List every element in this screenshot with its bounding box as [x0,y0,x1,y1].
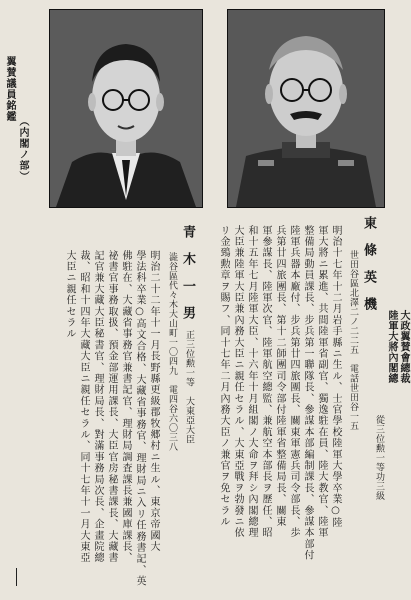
aoki-body-line: 明治二十二年十一月長野縣更級郡牧郷村ニ生ル、東京帝國大 [148,250,159,553]
aoki-body-line: 記官兼大藏大臣秘書官、理財局長、對滿事務局次長、企畫院總 [92,250,103,564]
tojo-title-2: 陸軍大將內閣總 [386,310,397,384]
portrait-aoki-image [50,10,202,207]
portrait-tojo [227,9,385,208]
section-sub-label: （内閣ノ部） [17,116,28,182]
tojo-body-line: 軍參謀長、陸軍次官、陸軍航空總監、兼航空本部長ヲ歷任、昭 [260,225,271,539]
tojo-address: 世田谷區北澤二ノ二二五 電話世田谷一五 [348,250,358,431]
tojo-body-line: 兵第廿四旅團長、第十二師團司令部付陸軍省整備局長、關東 [274,225,285,528]
tojo-name: 東條英機 [361,216,376,324]
aoki-body-line: 裁、昭和十四年大藏大臣ニ親任セラル、同十七年十一月大東亞 [78,250,89,564]
tojo-body-line: 明治十七年十二月岩手縣ニ生ル、士官學校陸軍大學卒業○陸 [330,225,341,529]
tojo-body-line: 大臣兼陸軍大臣兼內務大臣ニ親任セラル、大東亞戰ヲ勃發ニ依 [232,225,243,539]
tojo-body-line: 整備局動員課長、步兵第一聯隊長、參謀本部編制課長、參謀本部付 [302,225,313,561]
page-number-mark [16,568,17,586]
aoki-body-line: 學法科卒業○高文合格、大藏省事務官、理財局ニ入リ任務書記、英 [134,250,145,587]
portrait-aoki [49,9,203,208]
tojo-rank: 從三位勲一等功三級 [374,415,384,501]
tojo-body-line: リ金鵄勲章ヲ賜フ、同十七年二月內務大臣ノ兼官ヲ免セラル [218,225,229,528]
aoki-name: 青木一男 [180,225,195,333]
portrait-tojo-image [228,10,384,207]
section-label: 翼賛議員銘鑑 [4,56,15,122]
aoki-address: 澁谷區代々木大山町一〇四九 電四谷六〇三八 [167,252,177,452]
tojo-title-1: 大政翼賛會總裁 [398,310,409,384]
aoki-body-line: 大臣ニ親任セラル [64,250,75,340]
aoki-body-line: 祕書官事務取扱、預金部運用課長、大臣官房秘書課長、大藏書 [106,250,117,564]
tojo-body-line: 軍大將ニ累進、共間陸軍省副官、獨逸駐在員、陸大教官、陸軍 [316,225,327,539]
tojo-body-line: 陸軍兵器本廠付、步兵第廿四旅團長、關東軍憲兵司令部長、歩 [288,225,299,539]
aoki-rank: 正三位勲一等 大東亞大臣 [184,330,194,444]
tojo-body-line: 和十五年七月陸軍大臣、十六年十月組閣ノ大命ヲ拜シ內閣總理 [246,225,257,539]
aoki-body-line: 佛駐在、大藏省事務官兼書記官、理財局調査課長兼國庫課長、 [120,250,131,564]
